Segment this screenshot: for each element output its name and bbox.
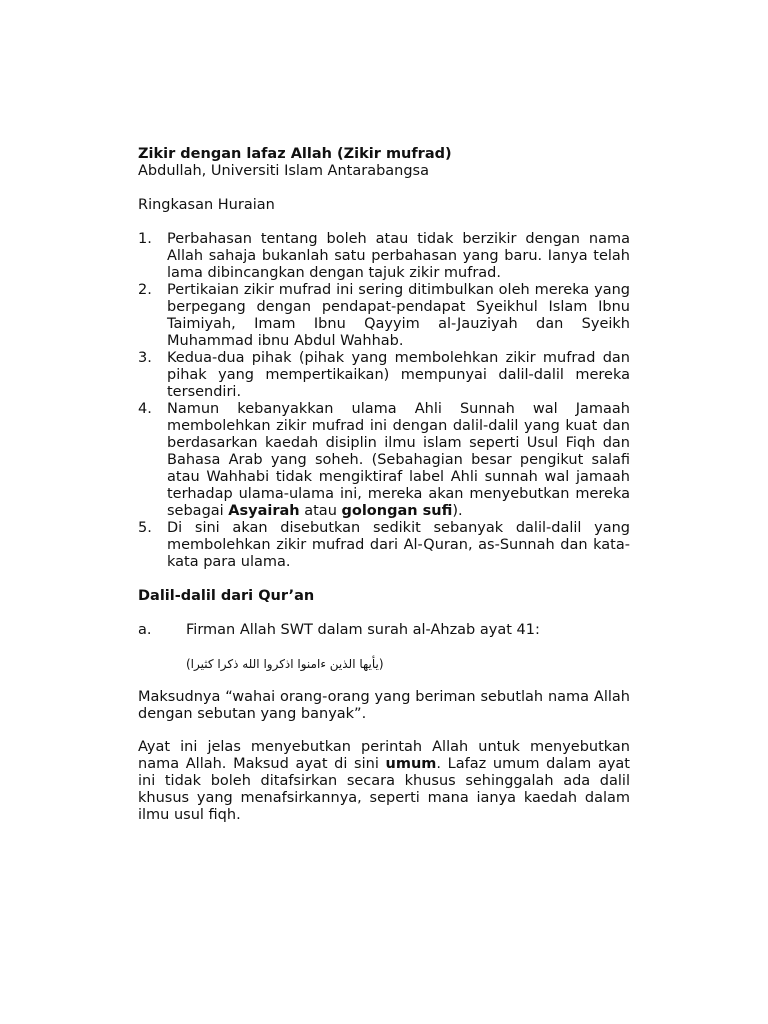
list-item-number: 3. [138, 350, 152, 366]
summary-heading: Ringkasan Huraian [138, 197, 275, 213]
summary-list [138, 231, 630, 571]
list-item [138, 231, 630, 282]
arabic-verse: (يأيها الذين ءامنوا اذكروا الله ذكرا كثيرا) [186, 657, 384, 671]
list-item [138, 401, 630, 520]
verse-letter: a. [138, 622, 152, 638]
list-item-number: 2. [138, 282, 152, 298]
bold-term-golongan-sufi: golongan sufi [341, 503, 453, 519]
explanation-text-end: . Lafaz umum dalam ayat ini tidak boleh ditafsirkan secara khusus sehinggalah ada dalil khusus yang menafsirkannya, seperti mana ianya kaedah dalam ilmu usul fiqh. [138, 756, 630, 823]
list-item [138, 350, 630, 401]
verse-intro-text: Firman Allah SWT dalam surah al-Ahzab ayat 41: [186, 622, 540, 638]
list-item-number: 5. [138, 520, 152, 536]
list-item-text: Kedua-dua pihak (pihak yang membolehkan zikir mufrad dan pihak yang mempertikaikan) mempunyai dalil-dalil mereka tersendiri. [167, 350, 630, 400]
verse-intro [138, 622, 630, 639]
section-heading: Dalil-dalil dari Qur’an [138, 588, 315, 604]
list-item-text: Di sini akan disebutkan sedikit sebanyak dalil-dalil yang membolehkan zikir mufrad dari Al-Quran, as-Sunnah dan kata-kata para ulama. [167, 520, 630, 570]
bold-term-umum: umum [385, 756, 437, 772]
list-item-text: Namun kebanyakkan ulama Ahli Sunnah wal Jamaah membolehkan zikir mufrad ini dengan dalil-dalil yang kuat dan berdasarkan kaedah disiplin ilmu islam seperti Usul Fiqh dan Bahasa Arab yang soheh. (Sebahagian besar pengikut salafi atau Wahhabi tidak mengiktiraf label Ahli sunnah wal jamaah terhadap ulama-ulama ini, mereka akan menyebutkan mereka sebagai [167, 401, 630, 519]
bold-term-asyairah: Asyairah [228, 503, 300, 519]
list-item-text: Perbahasan tentang boleh atau tidak berzikir dengan nama Allah sahaja bukanlah satu perbahasan yang baru. Ianya telah lama dibincangkan dengan tajuk zikir mufrad. [167, 231, 630, 281]
document-title: Zikir dengan lafaz Allah (Zikir mufrad) [138, 146, 452, 162]
list-item-number: 1. [138, 231, 152, 247]
explanation-paragraph [138, 739, 630, 824]
document-author: Abdullah, Universiti Islam Antarabangsa [138, 163, 429, 179]
list-item-number: 4. [138, 401, 152, 417]
explanation-text: Ayat ini jelas menyebutkan perintah Allah untuk menyebutkan nama Allah. Maksud ayat di sini [138, 739, 630, 772]
list-item [138, 520, 630, 571]
document-body [138, 146, 630, 824]
list-item-text: Pertikaian zikir mufrad ini sering ditimbulkan oleh mereka yang berpegang dengan pendapat-pendapat Syeikhul Islam Ibnu Taimiyah, Imam Ibnu Qayyim al-Jauziyah dan Syeikh Muhammad ibnu Abdul Wahhab. [167, 282, 630, 349]
list-item-text-end: ). [452, 503, 463, 519]
list-item [138, 282, 630, 350]
list-item-text-middle: atau [299, 503, 342, 519]
verse-meaning: Maksudnya “wahai orang-orang yang beriman sebutlah nama Allah dengan sebutan yang banyak”. [138, 689, 630, 722]
